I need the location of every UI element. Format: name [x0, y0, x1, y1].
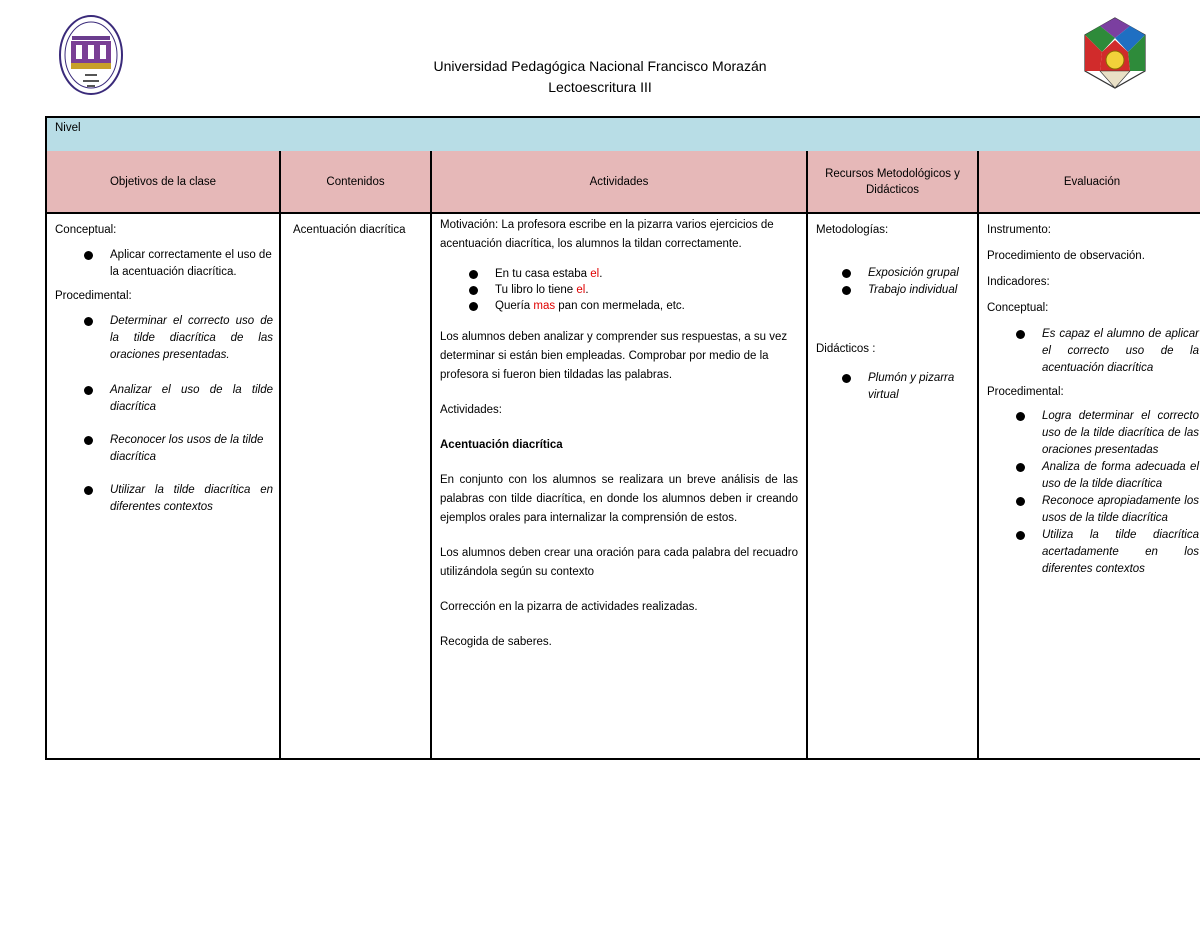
header-contenidos: Contenidos — [326, 175, 385, 188]
indicadores-label: Indicadores: — [987, 276, 1050, 288]
metodologia-item: Trabajo individual — [868, 282, 972, 299]
example-tail: . — [585, 284, 589, 296]
header-evaluacion: Evaluación — [1063, 175, 1121, 188]
actividades-cell — [440, 214, 798, 758]
objetivos-conceptual-item: Aplicar correctamente el uso de la acentuación diacrítica. — [110, 247, 273, 281]
actividades-motivacion: Motivación: La profesora escribe en la pizarra varios ejercicios de acentuación diacrítica, los alumnos la tildan correctamente. — [440, 219, 774, 250]
lesson-plan-table — [45, 116, 1200, 760]
actividades-correccion: Corrección en la pizarra de actividades realizadas. — [440, 601, 698, 613]
course-name: Lectoescritura III — [548, 79, 652, 95]
example-highlight: el — [590, 268, 600, 280]
example-text: Quería — [495, 300, 534, 312]
evaluacion-procedimental-item: Reconoce apropiadamente los usos de la tilde diacrítica — [1042, 493, 1199, 527]
contenidos-cell — [293, 214, 425, 758]
example-highlight: el — [576, 284, 586, 296]
objetivos-conceptual-label: Conceptual: — [55, 224, 117, 236]
actividades-oracion: Los alumnos deben crear una oración para cada palabra del recuadro utilizándola según su contexto — [440, 547, 798, 578]
example-sentence — [495, 298, 798, 314]
actividades-recogida: Recogida de saberes. — [440, 636, 552, 648]
nivel-label: Nivel — [55, 122, 81, 134]
example-sentence — [495, 282, 798, 298]
actividades-conjunto: En conjunto con los alumnos se realizara un breve análisis de las palabras con tilde diacrítica, en donde los alumnos deben ir creando ejemplos orales para internalizar la comprensión de estos. — [440, 474, 798, 524]
instrumento-value: Procedimiento de observación. — [987, 250, 1145, 262]
example-text: Tu libro lo tiene — [495, 284, 577, 296]
evaluacion-conceptual-item: Es capaz el alumno de aplicar el correcto uso de la acentuación diacrítica — [1042, 326, 1199, 377]
nivel-row — [47, 118, 1200, 153]
evaluacion-procedimental-item: Logra determinar el correcto uso de la tilde diacrítica de las oraciones presentadas — [1042, 408, 1199, 459]
header-actividades: Actividades — [589, 175, 649, 188]
objetivos-procedimental-label: Procedimental: — [55, 290, 132, 302]
example-sentence — [495, 266, 798, 282]
column-divider — [279, 151, 281, 758]
objetivos-procedimental-item: Analizar el uso de la tilde diacrítica — [110, 382, 273, 416]
objetivos-procedimental-item: Utilizar la tilde diacrítica en diferentes contextos — [110, 482, 273, 516]
evaluacion-conceptual-label: Conceptual: — [987, 302, 1049, 314]
instrumento-label: Instrumento: — [987, 224, 1051, 236]
evaluacion-procedimental-label: Procedimental: — [987, 386, 1064, 398]
objetivos-cell — [55, 214, 273, 758]
contenidos-text: Acentuación diacrítica — [293, 224, 406, 236]
objetivos-procedimental-item: Determinar el correcto uso de la tilde diacrítica de las oraciones presentadas. — [110, 313, 273, 364]
didacticos-label: Didácticos : — [816, 343, 876, 355]
hexagon-logo — [1082, 16, 1148, 90]
header-recursos: Recursos Metodológicos y Didácticos — [825, 167, 960, 196]
actividades-analysis: Los alumnos deben analizar y comprender sus respuestas, a su vez determinar si están bien empleadas. Comprobar por medio de la profesora si fueron bien tildadas las palabras. — [440, 331, 788, 381]
header-objetivos: Objetivos de la clase — [109, 175, 217, 188]
acentuacion-label: Acentuación diacrítica — [440, 439, 563, 451]
example-text: En tu casa estaba — [495, 268, 591, 280]
university-name: Universidad Pedagógica Nacional Francisco Morazán — [433, 58, 767, 74]
metodologias-label: Metodologías: — [816, 224, 889, 236]
column-divider — [430, 151, 432, 758]
metodologia-item: Exposición grupal — [868, 265, 972, 282]
evaluacion-procedimental-item: Analiza de forma adecuada el uso de la tilde diacrítica — [1042, 459, 1199, 493]
column-divider — [806, 151, 808, 758]
recursos-cell — [816, 214, 972, 758]
example-tail: pan con mermelada, etc. — [555, 300, 685, 312]
example-highlight: mas — [533, 300, 556, 312]
example-tail: . — [599, 268, 603, 280]
didactico-item: Plumón y pizarra virtual — [868, 370, 972, 404]
objetivos-procedimental-item: Reconocer los usos de la tilde diacrítica — [110, 432, 273, 466]
evaluacion-procedimental-item: Utiliza la tilde diacrítica acertadamente en los diferentes contextos — [1042, 527, 1199, 578]
upnfm-seal-logo — [58, 14, 124, 96]
evaluacion-cell — [987, 214, 1199, 758]
actividades-label: Actividades: — [440, 404, 503, 416]
column-divider — [977, 151, 979, 758]
table-header-row — [47, 151, 1200, 214]
